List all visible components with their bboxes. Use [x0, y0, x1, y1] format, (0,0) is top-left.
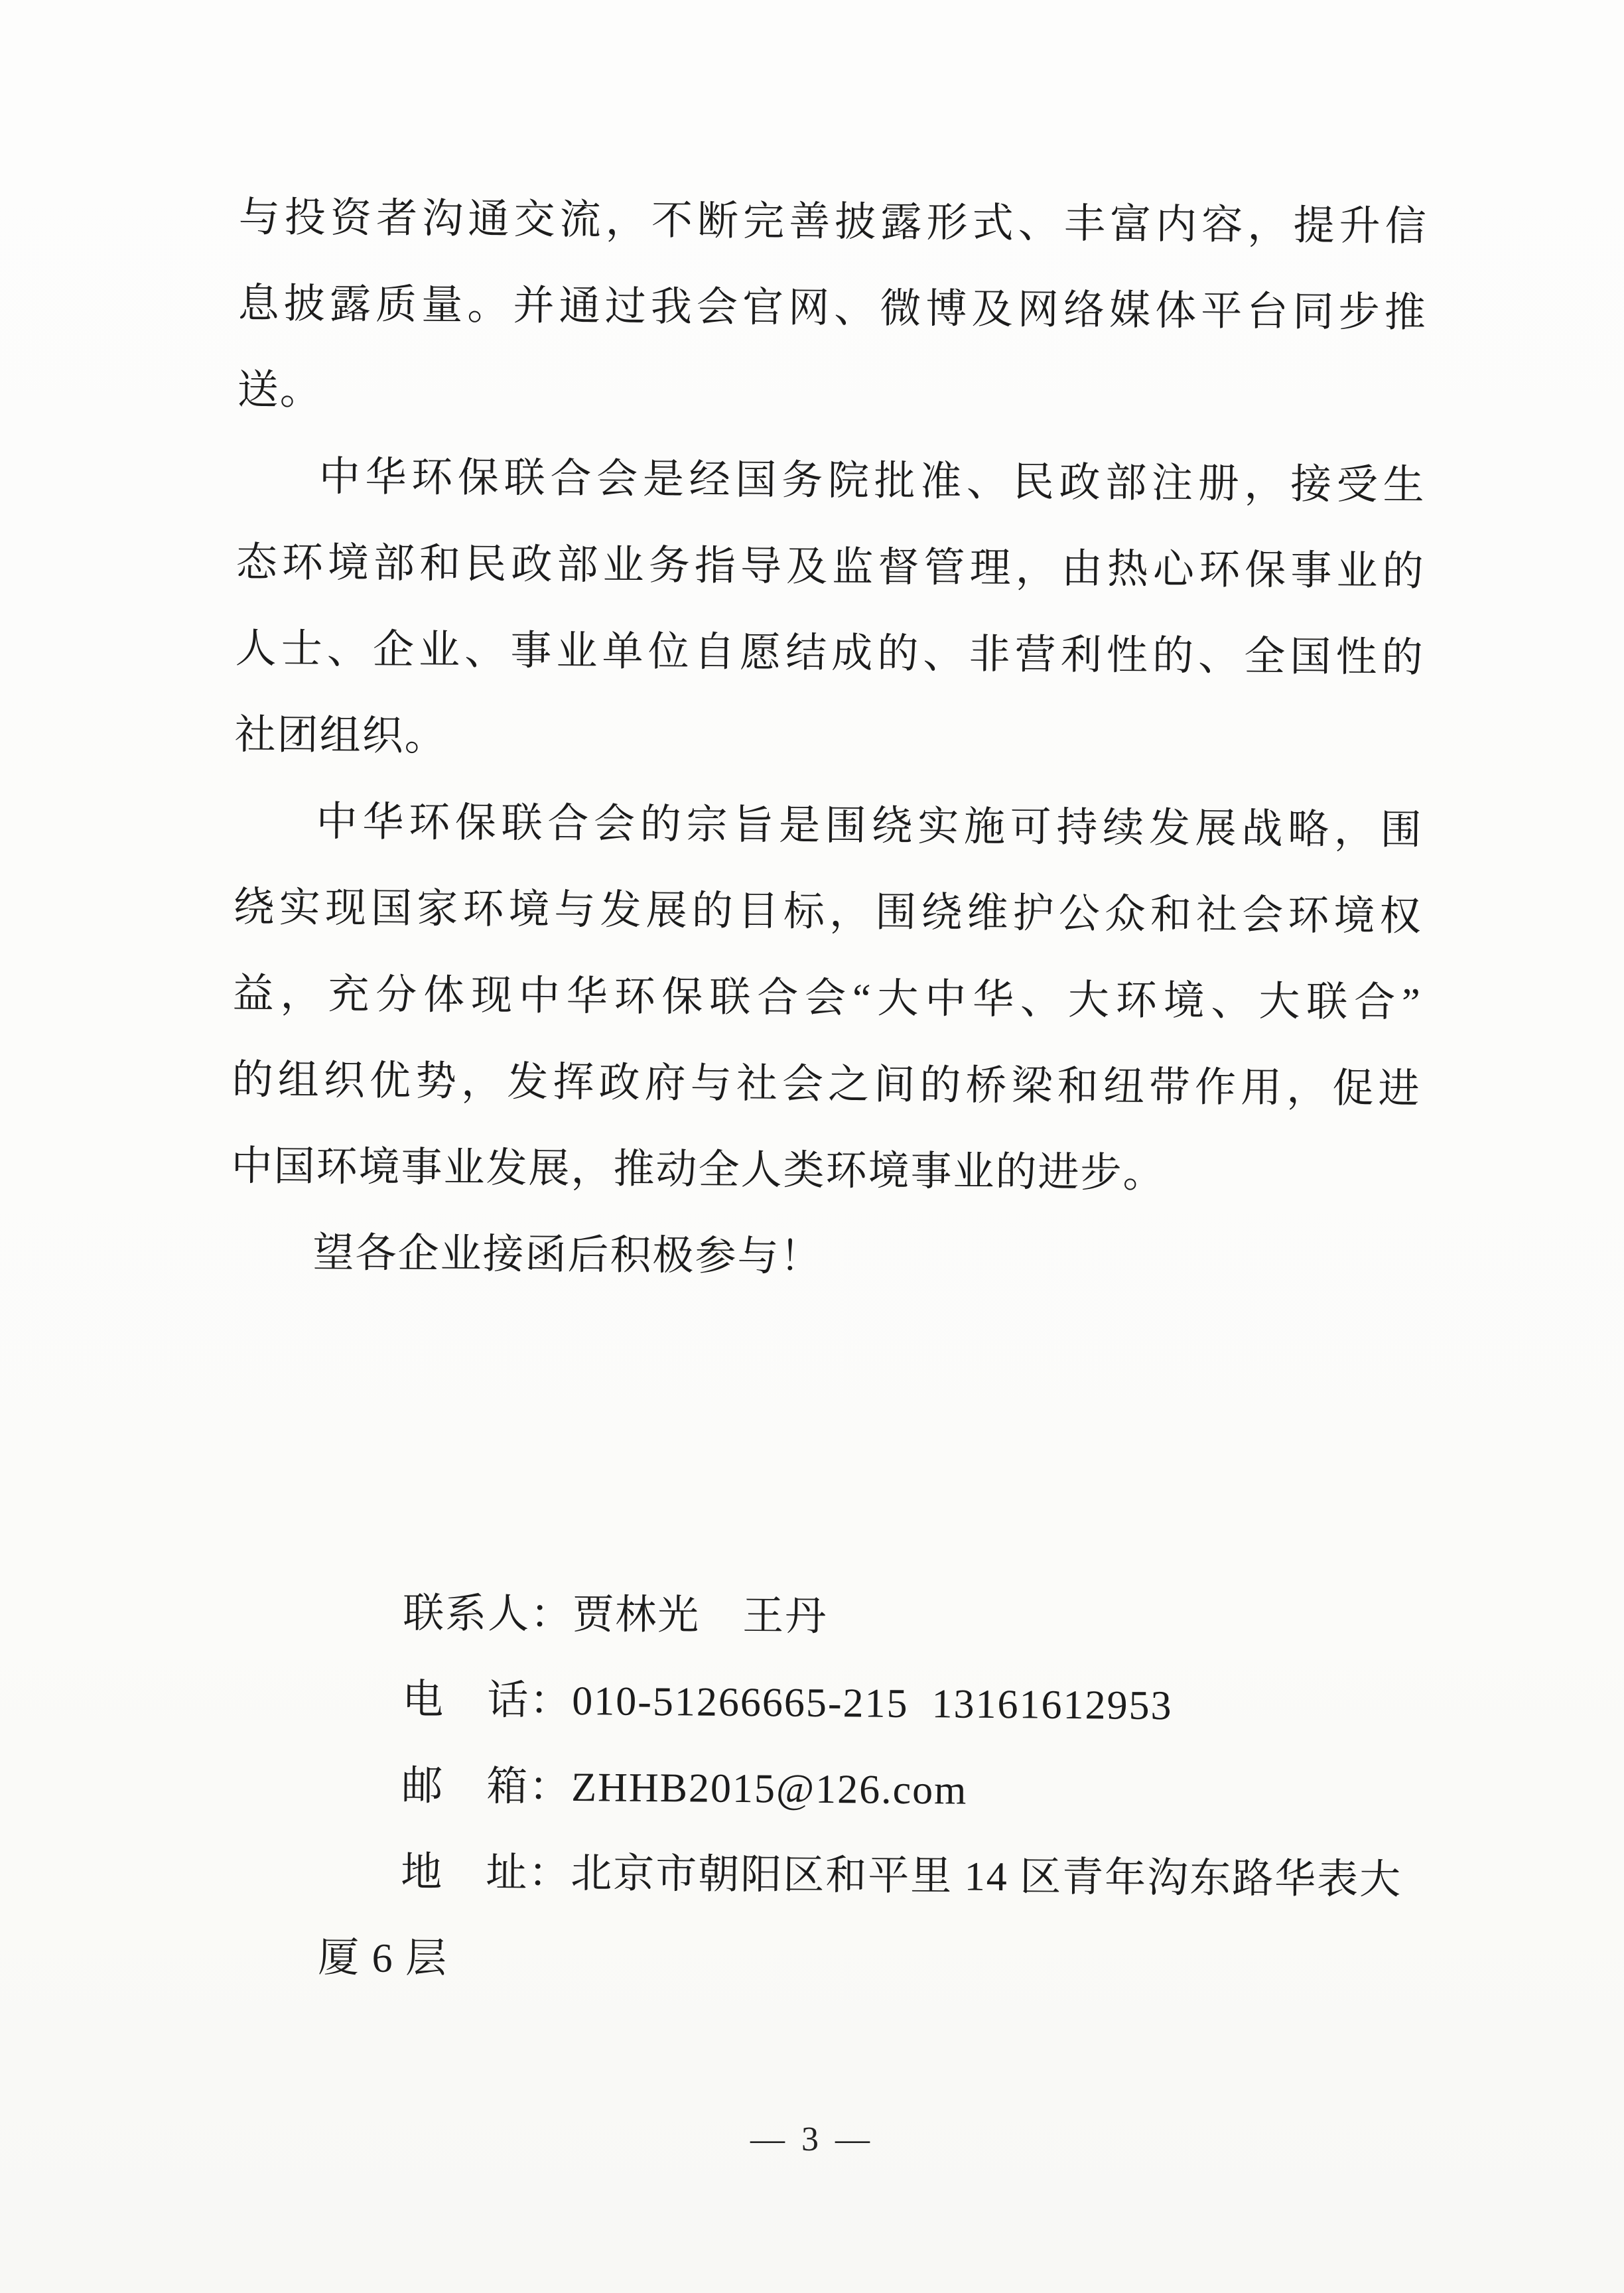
body-line-closing: 望各企业接函后积极参与！	[312, 1230, 823, 1280]
contact-address-label: 地 址：	[400, 1849, 571, 1897]
body-line: 绕实现国家环境与发展的目标，围绕维护公众和社会环境权	[233, 884, 1422, 940]
body-line: 中国环境事业发展，推动全人类环境事业的进步。	[231, 1143, 1166, 1197]
body-line: 人士、企业、事业单位自愿结成的、非营利性的、全国性的	[235, 626, 1424, 681]
letter-body	[226, 174, 1428, 1982]
body-line-paragraph-start: 中华环保联合会的宗旨是围绕实施可持续发展战略，围	[316, 799, 1423, 854]
body-line: 社团组织。	[234, 712, 447, 760]
contact-email-value: ZHHB2015@126.com	[571, 1765, 968, 1813]
contact-email-label: 邮 箱：	[401, 1764, 572, 1811]
body-line: 息披露质量。并通过我会官网、微博及网络媒体平台同步推	[237, 281, 1428, 336]
contact-person-line	[228, 1483, 1418, 1640]
contact-phone-value: 010-51266665-215 13161612953	[572, 1679, 1173, 1729]
contact-phone-label: 电 话：	[402, 1677, 573, 1724]
body-line: 与投资者沟通交流，不断完善披露形式、丰富内容，提升信	[238, 195, 1428, 250]
contact-info	[226, 1483, 1418, 1982]
contact-address-value: 北京市朝阳区和平里 14 区青年沟东路华表大	[570, 1851, 1402, 1903]
body-line: 送。	[237, 367, 323, 413]
body-line: 态环境部和民政部业务指导及监督管理，由热心环保事业的	[236, 539, 1425, 595]
contact-person-value: 贾林光 王丹	[573, 1592, 828, 1640]
body-line: 益，充分体现中华环保联合会“大中华、大环境、大联合”	[232, 971, 1422, 1026]
body-line: 的组织优势，发挥政府与社会之间的桥梁和纽带作用，促进	[232, 1057, 1421, 1113]
contact-person-label: 联系人：	[403, 1591, 573, 1638]
contact-address-value-2: 厦 6 层	[317, 1935, 448, 1982]
page-number: — 3 —	[750, 2120, 874, 2158]
body-line-paragraph-start: 中华环保联合会是经国务院批准、民政部注册，接受生	[318, 454, 1426, 509]
